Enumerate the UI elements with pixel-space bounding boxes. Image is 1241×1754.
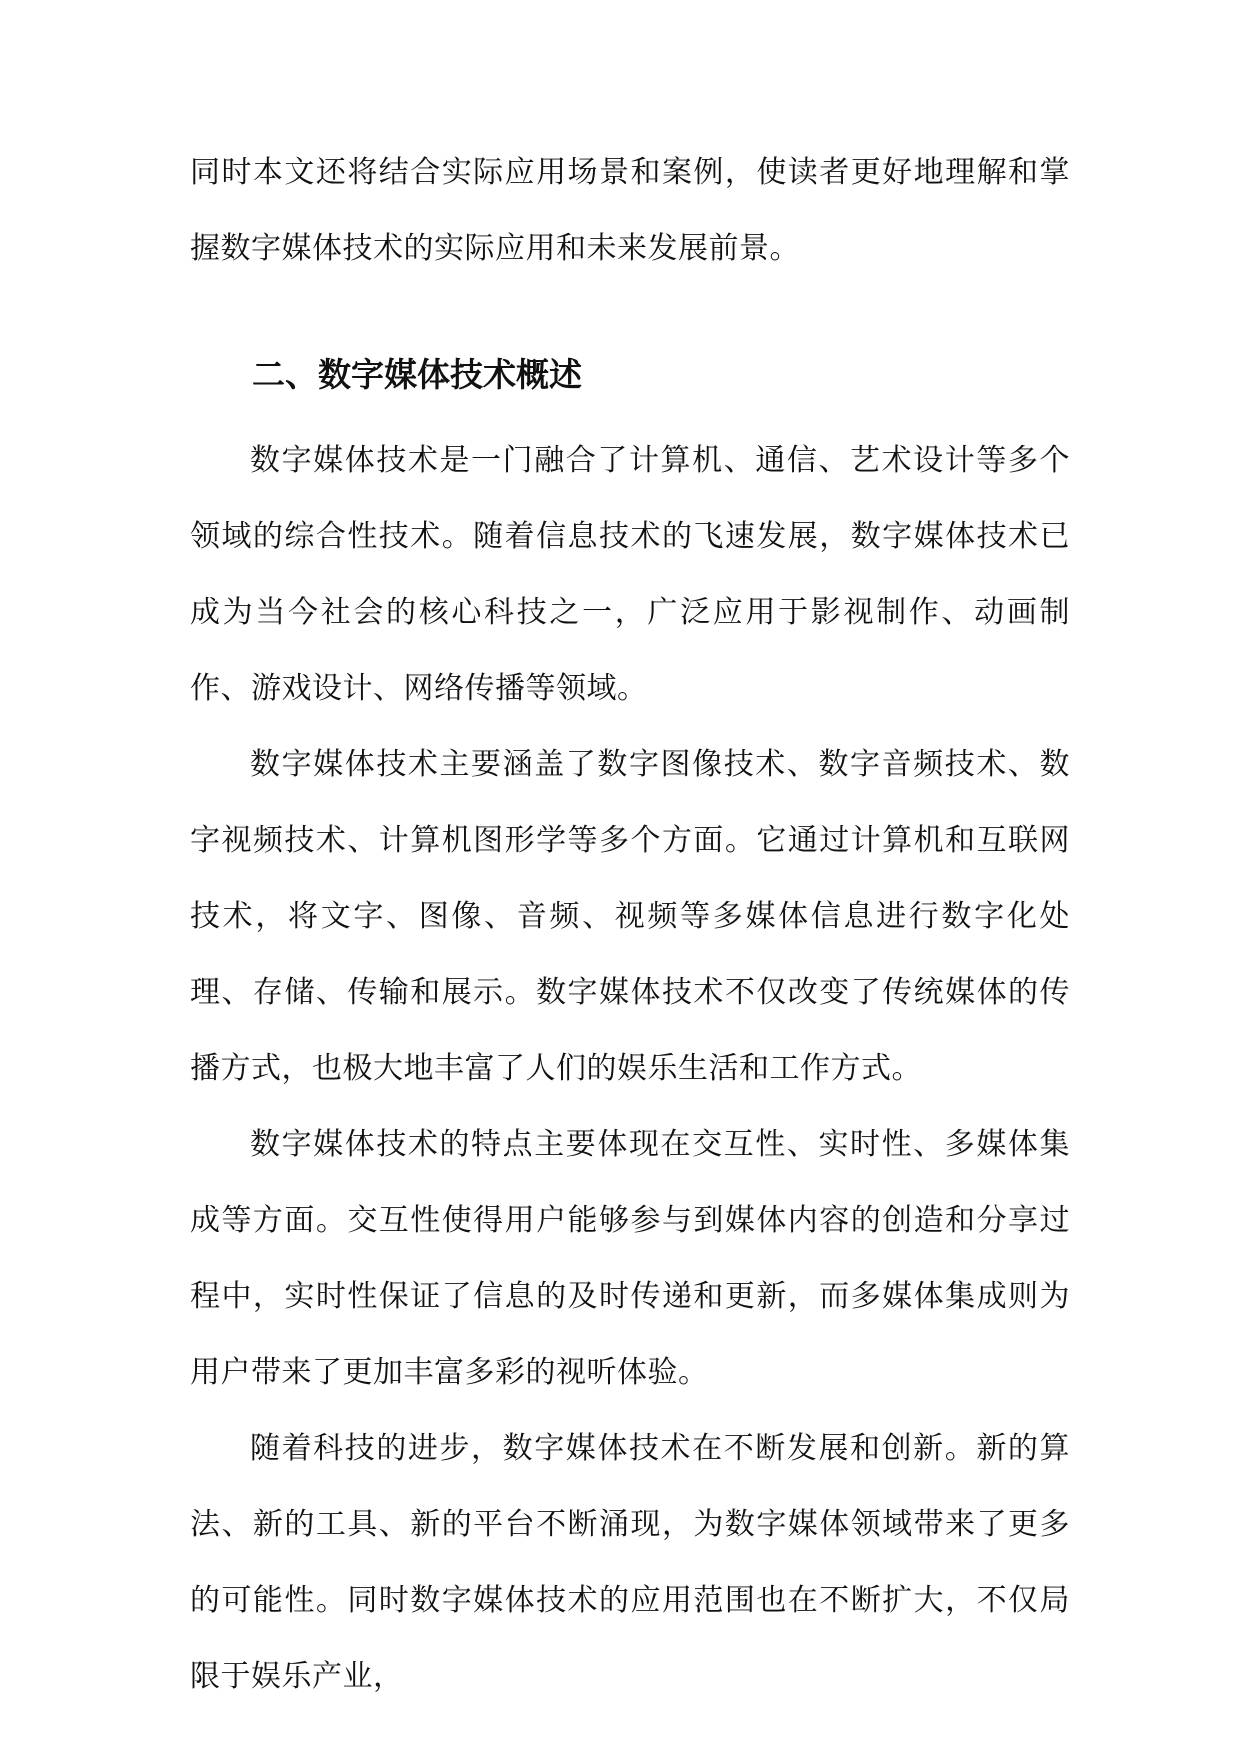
body-paragraph-2: 数字媒体技术主要涵盖了数字图像技术、数字音频技术、数字视频技术、计算机图形学等多个方面。它通过计算机和互联网技术，将文字、图像、音频、视频等多媒体信息进行数字化处理、存储、传输和展示。数字媒体技术不仅改变了传统媒体的传播方式，也极大地丰富了人们的娱乐生活和工作方式。	[190, 747, 1070, 1086]
body-paragraph-3: 数字媒体技术的特点主要体现在交互性、实时性、多媒体集成等方面。交互性使得用户能够参与到媒体内容的创造和分享过程中，实时性保证了信息的及时传递和更新，而多媒体集成则为用户带来了更加丰富多彩的视听体验。	[190, 1127, 1070, 1390]
section-heading: 二、数字媒体技术概述	[252, 355, 582, 394]
body-paragraph-4: 随着科技的进步，数字媒体技术在不断发展和创新。新的算法、新的工具、新的平台不断涌现，为数字媒体领域带来了更多的可能性。同时数字媒体技术的应用范围也在不断扩大，不仅局限于娱乐产业，	[190, 1431, 1070, 1694]
document-page	[190, 135, 1070, 1715]
intro-paragraph: 同时本文还将结合实际应用场景和案例，使读者更好地理解和掌握数字媒体技术的实际应用和未来发展前景。	[190, 155, 1070, 266]
body-paragraph-1: 数字媒体技术是一门融合了计算机、通信、艺术设计等多个领域的综合性技术。随着信息技术的飞速发展，数字媒体技术已成为当今社会的核心科技之一，广泛应用于影视制作、动画制作、游戏设计、网络传播等领域。	[190, 443, 1070, 706]
